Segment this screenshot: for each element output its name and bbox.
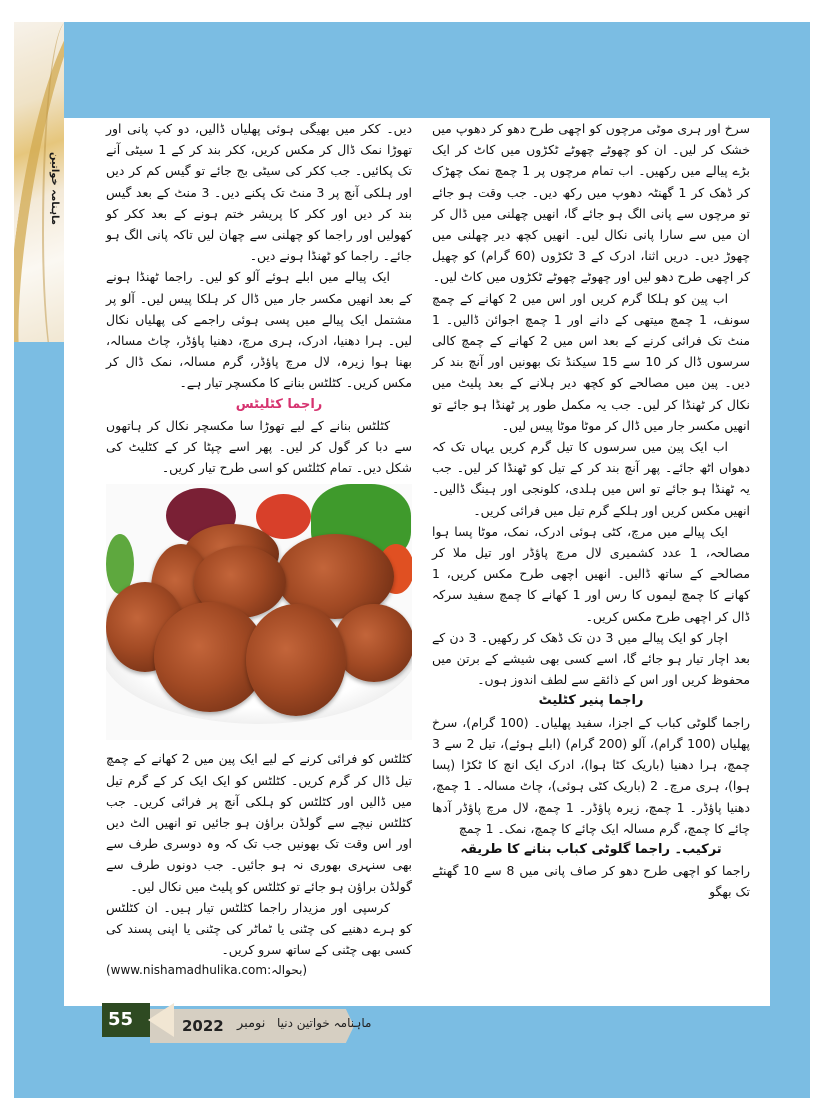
paragraph: دیں۔ ککر میں بھیگی ہوئی پھلیاں ڈالیں، دو کپ پانی اور تھوڑا نمک ڈال کر مکس کریں، ککر بند کر کے 1 سیٹی آنے تک پکائیں۔ جب ککر کی سیٹی بج جائے تو گیس کم کر دیں اور ہلکی آنچ پر 3 منٹ تک پکنے دیں۔ 3 منٹ کے بعد گیس بند کر دیں اور ککر کا پریشر ختم ہونے کے بعد ککر کو کھولیں اور راجما کو چھلنی سے چھان لیں تاکہ پانی الگ ہو جائے۔ راجما کو ٹھنڈا ہونے دیں۔ — [106, 121, 412, 264]
paragraph: ایک پیالے میں ابلے ہوئے آلو کو لیں۔ راجما ٹھنڈا ہونے کے بعد انھیں مکسر جار میں ڈال کر ہلکا پیس لیں۔ آلو پر مشتمل ایک پیالے میں پسی ہوئی راجمے کی پھلیاں نکال لیں۔ ہرا دھنیا، ادرک، ہری مرچ، دھنیا پاؤڈر، چاٹ مسالہ، بھنا ہوا زیرہ، لال مرچ پاؤڈر، گرم مسالہ، نمک ڈال کر مکس کریں۔ کٹلٹس بنانے کا مکسچر تیار ہے۔ — [106, 269, 412, 391]
cutlets-photo — [106, 484, 412, 740]
paragraph: کٹلٹس کو فرائی کرنے کے لیے ایک پین میں 2 کھانے کے چمچ تیل ڈال کر گرم کریں۔ کٹلٹس کو ایک ایک کر کے گرم تیل میں ڈالیں اور کٹلٹس کو ہلکی آنچ پر فرائی کریں۔ جب کٹلٹس نیچے سے گولڈن براؤن ہو جائیں تو انھیں الٹ دیں اور اس وقت تک بھونیں جب تک کہ وہ دوسری طرف سے بھی سنہری بھوری نہ ہو جائیں۔ جب دونوں طرف سے گولڈن براؤن ہو جائے تو کٹلٹس کو پلیٹ میں نکال لیں۔ — [106, 751, 412, 894]
page-number: 55 — [102, 1003, 150, 1037]
section-heading: ترکیب۔ راجما گلوٹی کباب بنانے کا طریقہ — [460, 841, 722, 857]
paragraph: سرخ اور ہری موٹی مرچوں کو اچھی طرح دھو کر دھوپ میں خشک کر لیں۔ ان کو چھوٹے چھوٹے ٹکڑوں میں کاٹ کر ایک بڑے پیالے میں رکھیں۔ اب تمام مرچوں پر 1 چمچ نمک چھڑک کر ڈھک کر 1 گھنٹہ دھوپ میں رکھ دیں۔ جب وقت ہو جائے تو مرچوں سے پانی الگ ہو جائے گا، انھیں چھلنی میں ڈال کر ان میں سے سارا پانی نکال لیں۔ انھیں کچھ دیر چھلنی میں چھوڑ دیں۔ دریں اثنا، ادرک کے 3 ٹکڑوں (60 گرام) کو چھیل کر اچھی طرح دھو لیں اور چھوٹے چھوٹے ٹکڑوں میں کاٹ لیں۔ — [432, 121, 750, 285]
cutlet — [246, 604, 346, 716]
paragraph: راجما کو اچھی طرح دھو کر صاف پانی میں 8 سے 10 گھنٹے تک بھگو — [432, 863, 750, 900]
paragraph: ایک پیالے میں مرچ، کٹی ہوئی ادرک، نمک، موٹا پسا ہوا مصالحہ، 1 عدد کشمیری لال مرچ پاؤڈر اور تیل ملا کر مصالحے کے ساتھ ڈالیں۔ انھیں اچھی طرح مکس کریں، 1 کھانے کا چمچ لیموں کا رس اور 1 کھانے کا چمچ سفید سرکہ ڈال کر اچھی طرح مکس کریں۔ — [432, 523, 750, 624]
footer-year: 2022 — [182, 1017, 224, 1035]
page-footer — [102, 1003, 502, 1039]
ingredients: راجما گلوٹی کباب کے اجزا، سفید پھلیاں۔ (100 گرام)، سرخ پھلیاں (100 گرام)، آلو (200 گرام) (ابلے ہوئے)، تیل 2 سے 3 چمچ، ہرا دھنیا (باریک کٹا ہوا)، ادرک ایک انچ کا ٹکڑا (پسا ہوا)، ہری مرچ۔ 2 (باریک کٹی ہوئی)، چاٹ مسالہ۔ 1 چمچ، دھنیا پاؤڈر۔ 1 چمچ، زیرہ پاؤڈر۔ 1 چمچ، لال مرچ پاؤڈر آدھا چائے کا چمچ، گرم مسالہ ایک چائے کا چمچ، نمک۔ 1 چمچ — [432, 714, 751, 836]
source-credit: (www.nishamadhulika.com:بحوالہ) — [106, 963, 308, 978]
footer-magazine-title: ماہنامہ خواتین دنیا — [277, 1016, 372, 1030]
section-heading: راجما پنیر کٹلیٹ — [538, 693, 644, 709]
right-column — [432, 118, 750, 903]
paragraph: کٹلٹس بنانے کے لیے تھوڑا سا مکسچر نکال کر ہاتھوں سے دبا کر گول کر لیں۔ پھر اسے چپٹا کر کے کٹلیٹ کی شکل دیں۔ تمام کٹلٹس کو اسی طرح تیار کریں۔ — [106, 417, 412, 476]
footer-month: نومبر — [237, 1016, 266, 1031]
paragraph: اب ایک پین میں سرسوں کا تیل گرم کریں یہاں تک کہ دھواں اٹھ جائے۔ پھر آنچ بند کر کے تیل کو ٹھنڈا کر لیں۔ جب یہ ٹھنڈا ہو جائے تو اس میں ہلدی، کلونجی اور ہینگ ڈالیں۔ انھیں مکس کریں اور ہلکے گرم تیل میں فرائی کریں۔ — [432, 439, 750, 518]
cutlet — [334, 604, 412, 682]
side-label: ماہنامہ خواتین — [49, 152, 60, 225]
section-heading: راجما کٹلیٹس — [235, 396, 323, 412]
paragraph: کرسپی اور مزیدار راجما کٹلٹس تیار ہیں۔ ان کٹلٹس کو ہرے دھنیے کی چٹنی یا ٹماٹر کی چٹنی یا اپنی پسند کی کسی بھی چٹنی کے ساتھ سرو کریں۔ — [106, 899, 412, 958]
left-column — [106, 118, 412, 982]
paragraph: اچار کو ایک پیالے میں 3 دن تک ڈھک کر رکھیں۔ 3 دن کے بعد اچار تیار ہو جائے گا، اسے کسی بھی شیشے کے برتن میں محفوظ کریں اور اس کے ذائقے سے لطف اندوز ہوں۔ — [432, 629, 750, 688]
paragraph: اب پین کو ہلکا گرم کریں اور اس میں 2 کھانے کے چمچ سونف، 1 چمچ میتھی کے دانے اور 1 چمچ اجوائن ڈالیں۔ 1 منٹ تک فرائی کرنے کے بعد اس میں 2 کھانے کے چمچ کالی سرسوں ڈال کر 10 سے 15 سیکنڈ تک بھونیں اور آنچ بند کر دیں۔ پین میں مصالحے کو کچھ دیر ہلانے کے بعد پلیٹ میں نکال کر ٹھنڈا کر لیں۔ جب یہ مکمل طور پر ٹھنڈا ہو جائے تو انھیں مکسر جار میں ڈال کر موٹا موٹا پیس لیں۔ — [432, 290, 750, 433]
